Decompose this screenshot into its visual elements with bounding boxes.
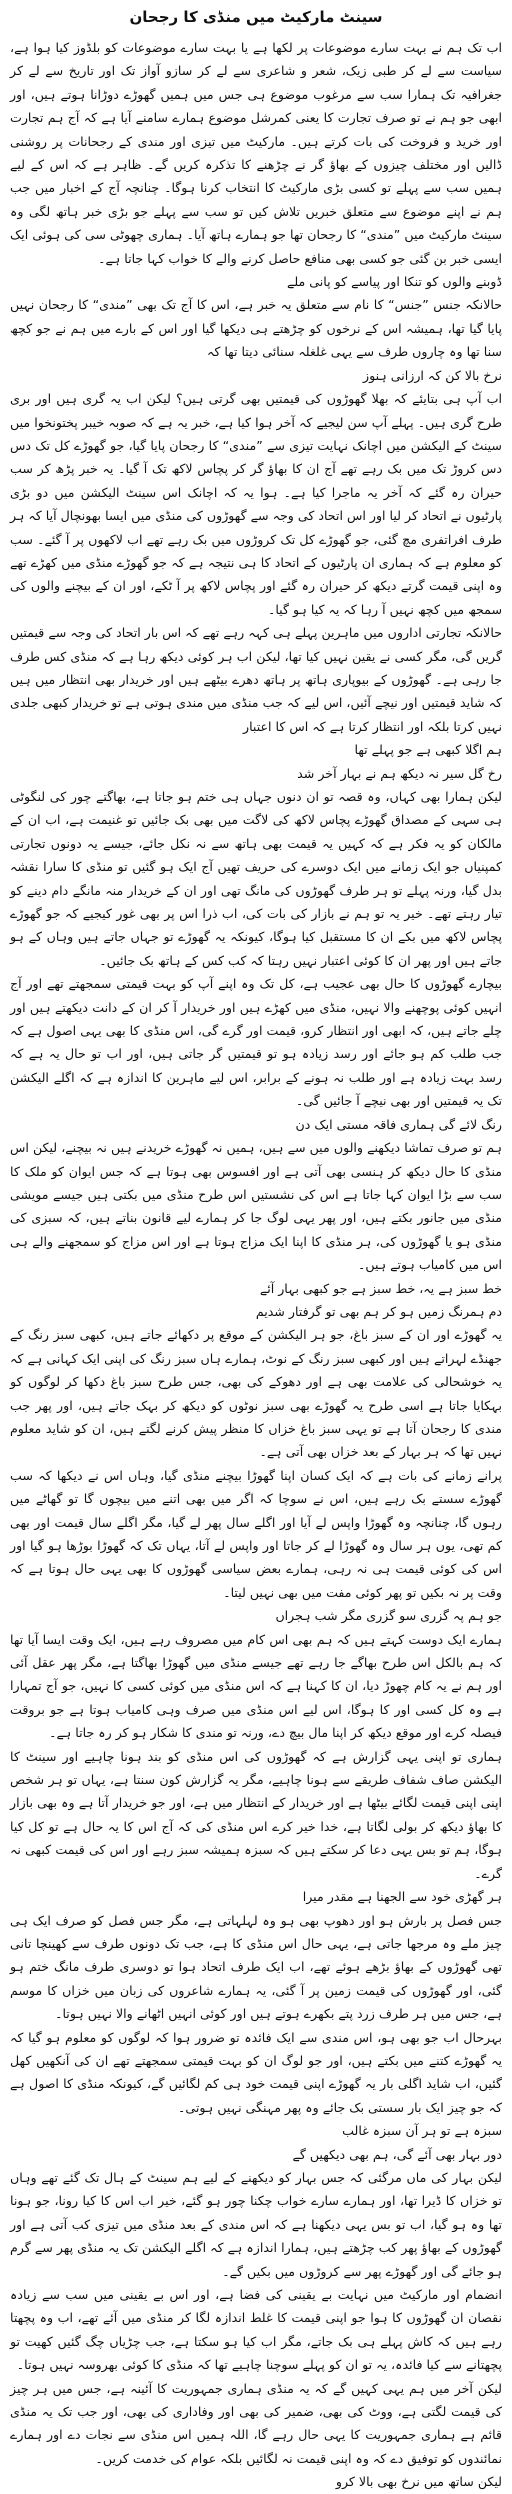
verse-line: رنگ لائے گی ہماری فاقہ مستی ایک دن	[295, 1116, 502, 1132]
verse-line: ڈوبنے والوں کو تنکا اور پیاسے کو پانی ملے	[286, 274, 502, 290]
verse-line: جو ہم پہ گزری سو گزری مگر شب ہجراں	[275, 1608, 502, 1624]
verse-line: خط سبز ہے یہ، خط سبز ہے جو کبھی بہار آئے	[259, 1280, 502, 1296]
paragraph: لیکن بہار کی ماں مرگئی کہ جس بہار کو دیکھنے کے لیے ہم سینٹ کے ہال تک گئے تھے وہاں تو خزاں کا ڈیرا تھا، اور ہمارے سارے خواب چکنا چور ہو گئے، خیر اب اس کا کیا رونا، جو ہونا تھا وہ ہو گیا، اب تو بس یہی دیکھنا ہے کہ اس مندی کے بعد منڈی میں تیزی کب آتی ہے اور گھوڑوں کے بھاؤ پھر کب چڑھتے ہیں، ہمارا اندازہ ہے کہ اگلے الیکشن تک یہ منڈی پھر سے گرم ہو جائے گی اور گھوڑے پھر سے کروڑوں میں بکیں گے۔	[10, 2169, 502, 2279]
article-title: سینٹ مارکیٹ میں منڈی کا رجحان	[129, 8, 383, 26]
paragraph: اب آپ ہی بتایئے کہ بھلا گھوڑوں کی قیمتیں بھی گرتی ہیں؟ لیکن اب یہ گری ہیں اور بری طرح گری ہیں۔ پہلے آپ سن لیجیے کہ آخر ہوا کیا ہے، خبر یہ ہے کہ صوبہ خیبر پختونخوا میں سینٹ کے الیکشن میں اچانک نہایت تیزی سے ”مندی“ کا رجحان پایا گیا، جو گھوڑے کل تک دس دس کروڑ تک میں بک رہے تھے آج ان کا بھاؤ گر کر پچاس لاکھ تک آ گیا۔ یہ خبر پڑھ کر سب حیران رہ گئے کہ آخر یہ ماجرا کیا ہے۔ ہوا یہ کہ اچانک اس سینٹ الیکشن میں دو بڑی پارٹیوں نے اتحاد کر لیا اور اس اتحاد کی وجہ سے گھوڑوں کی منڈی میں ایسا بھونچال آیا کہ ہر طرف افراتفری مچ گئی، جو گھوڑے کل تک کروڑوں میں بک رہے تھے اب لاکھوں پر آ گئے۔ سب کو معلوم ہے کہ ہماری ان پارٹیوں کے اتحاد کا ہی نتیجہ ہے کہ جو گھوڑے منڈی میں کھڑے تھے وہ اپنی قیمت گرتے دیکھ کر حیران رہ گئے اور پچاس لاکھ پر آ ٹکے، اور ان کے بیچنے والوں کی سمجھ میں کچھ نہیں آ رہا کہ یہ کیا ہو گیا۔	[10, 391, 502, 617]
article-body	[10, 36, 502, 2494]
verse-line: دور بہار بھی آئے گی، ہم بھی دیکھیں گے	[292, 2146, 502, 2162]
paragraph: پرانے زمانے کی بات ہے کہ ایک کسان اپنا گھوڑا بیچنے منڈی گیا، وہاں اس نے دیکھا کہ سب گھوڑے سستے بک رہے ہیں، اس نے سوچا کہ اگر میں بھی اتنے میں بیچوں گا تو گھاٹے میں رہوں گا، چنانچہ وہ گھوڑا واپس لے آیا اور اگلے سال پھر لے گیا، مگر اگلے سال قیمت اور بھی کم تھی، یوں ہر سال وہ گھوڑا لے کر جاتا اور واپس لے آتا، یہاں تک کہ گھوڑا بوڑھا ہو گیا اور اس کی کوئی قیمت ہی نہ رہی، ہمارے بعض سیاسی گھوڑوں کا بھی یہی حال ہوتا ہے کہ وقت پر نہ بکیں تو پھر کوئی مفت میں بھی نہیں لیتا۔	[10, 1467, 502, 1600]
paragraph: یہ گھوڑے اور ان کے سبز باغ، جو ہر الیکشن کے موقع پر دکھائے جاتے ہیں، کبھی سبز رنگ کے جھنڈے لہراتے ہیں اور کبھی سبز رنگ کے نوٹ، ہمارے ہاں سبز رنگ کی اپنی ایک کہانی ہے کہ یہ خوشحالی کی علامت بھی ہے اور دھوکے کی بھی، جس طرح سبز باغ دکھا کر لوگوں کو بہکایا جاتا ہے اسی طرح یہ گھوڑے بھی سبز نوٹوں کو دیکھ کر بہک جاتے ہیں، اور پھر جب مندی کا رجحان آتا ہے تو یہی سبز باغ خزاں کا منظر پیش کرنے لگتے ہیں، ان کو شاید معلوم نہیں تھا کہ ہر بہار کے بعد خزاں بھی آتی ہے۔	[10, 1327, 502, 1460]
paragraph: انضمام اور مارکیٹ میں نہایت بے یقینی کی فضا ہے، اور اس بے یقینی میں سب سے زیادہ نقصان ان گھوڑوں کا ہوا جو اپنی قیمت کا غلط اندازہ لگا کر منڈی میں آئے تھے، اب وہ پچھتا رہے ہیں کہ کاش پہلے ہی بک جاتے، مگر اب کیا ہو سکتا ہے، جب چڑیاں چگ گئیں کھیت تو پچھتانے سے کیا فائدہ، یہ تو ان کو پہلے سوچنا چاہیے تھا کہ منڈی کا کوئی بھروسہ نہیں ہوتا۔	[10, 2287, 502, 2373]
verse-line: ہم اگلا کبھی ہے جو پہلے تھا	[354, 742, 502, 758]
verse-line: رخ گل سیر نہ دیکھ ہم نے بہار آخر شد	[297, 765, 502, 781]
paragraph: ہم تو صرف تماشا دیکھنے والوں میں سے ہیں، ہمیں نہ گھوڑے خریدنے ہیں نہ بیچنے، لیکن اس منڈی کا حال دیکھ کر ہنسی بھی آتی ہے اور افسوس بھی ہوتا ہے کہ جس ایوان کو ملک کا سب سے بڑا ایوان کہا جاتا ہے اس کی نشستیں اس طرح منڈی میں بکتی ہیں جیسے مویشی منڈی میں جانور بکتے ہیں، اور پھر یہی لوگ جا کر ہمارے لیے قانون بناتے ہیں، کہ سبزی کی منڈی ہو یا گھوڑوں کی، ہر منڈی کا اپنا ایک مزاج ہوتا ہے اور اس مزاج کو سمجھنے والے ہی اس میں کامیاب ہوتے ہیں۔	[10, 1140, 502, 1273]
paragraph: بہرحال اب جو بھی ہو، اس مندی سے ایک فائدہ تو ضرور ہوا کہ لوگوں کو معلوم ہو گیا کہ یہ گھوڑے کتنے میں بکتے ہیں، اور جو لوگ ان کو بہت قیمتی سمجھتے تھے ان کی آنکھیں کھل گئیں، اب شاید اگلی بار یہ گھوڑے اپنی قیمت خود ہی کم لگائیں گے، کیونکہ منڈی کا اصول ہے کہ جو چیز ایک بار سستی بک جائے وہ پھر مہنگی نہیں ہوتی۔	[10, 2029, 502, 2115]
paragraph: جس فصل پر بارش ہو اور دھوپ بھی ہو وہ لہلہاتی ہے، مگر جس فصل کو صرف ایک ہی چیز ملے وہ مرجھا جاتی ہے، یہی حال اس منڈی کا ہے، جب تک دونوں طرف سے کھینچا تانی تھی گھوڑوں کے بھاؤ بڑھے ہوئے تھے، اب ایک طرف اتحاد ہوا تو دوسری طرف مانگ ختم ہو گئی، اور گھوڑوں کی قیمت زمین پر آ گئی، یہ ہمارے شاعروں کی زبان میں خزاں کا موسم ہے، جس میں ہر طرف زرد پتے بکھرے ہوتے ہیں اور کوئی انہیں اٹھانے والا نہیں ہوتا۔	[10, 1912, 502, 2022]
paragraph: حالانکہ تجارتی اداروں میں ماہرین پہلے ہی کہہ رہے تھے کہ اس بار اتحاد کی وجہ سے قیمتیں گریں گی، مگر کسی نے یقین نہیں کیا تھا، لیکن اب ہر کوئی دیکھ رہا ہے کہ منڈی کس طرف جا رہی ہے۔ گھوڑوں کے بیوپاری ہاتھ پر ہاتھ دھرے بیٹھے ہیں اور خریدار بھی انتظار میں ہیں کہ شاید قیمتیں اور نیچے آئیں، اس لیے کہ جب منڈی میں مندی ہوتی ہے تو خریدار کبھی جلدی نہیں کرتا بلکہ اور انتظار کرتا ہے کہ اس کا اعتبار	[10, 625, 502, 734]
paragraph: ہمارے ایک دوست کہتے ہیں کہ ہم بھی اس کام میں مصروف رہے ہیں، ایک وقت ایسا آیا تھا کہ ہم بالکل اس طرح بھاگے جا رہے تھے جیسے منڈی میں گھوڑا بھاگتا ہے، مگر پھر عقل آئی اور ہم نے یہ کام چھوڑ دیا، ان کا کہنا ہے کہ اس منڈی میں کوئی کسی کا نہیں، جو آج تمہارا ہے وہ کل کسی اور کا ہوگا، اس لیے اس منڈی میں صرف وہی کامیاب ہوتا ہے جو بروقت فیصلہ کرے اور موقع دیکھ کر اپنا مال بیچ دے، ورنہ تو مندی کا شکار ہو کر رہ جاتا ہے۔	[10, 1631, 502, 1741]
paragraph: بیچارے گھوڑوں کا حال بھی عجیب ہے، کل تک وہ اپنے آپ کو بہت قیمتی سمجھتے تھے اور آج انہیں کوئی پوچھنے والا نہیں، منڈی میں کھڑے ہیں اور خریدار آ کر ان کے دانت دیکھتے ہیں اور چلے جاتے ہیں، کہ ابھی اور انتظار کرو، قیمت اور گرے گی، اس منڈی کا بھی یہی اصول ہے کہ جب طلب کم ہو جائے اور رسد زیادہ ہو تو قیمتیں گر جاتی ہیں، اور اب تو حال یہ ہے کہ رسد بہت زیادہ ہے اور طلب نہ ہونے کے برابر، اس لیے ماہرین کا اندازہ ہے کہ اگلے الیکشن تک یہ قیمتیں اور بھی نیچے آ جائیں گی۔	[10, 976, 502, 1109]
paragraph: لیکن آخر میں ہم یہی کہیں گے کہ یہ منڈی ہماری جمہوریت کا آئینہ ہے، جس میں ہر چیز کی قیمت لگتی ہے، ووٹ کی بھی، ضمیر کی بھی اور وفاداری کی بھی، اور جب تک یہ منڈی قائم ہے ہماری جمہوریت کا یہی حال رہے گا، اللہ ہمیں اس منڈی سے نجات دے اور ہمارے نمائندوں کو توفیق دے کہ وہ اپنی قیمت نہ لگائیں بلکہ عوام کی خدمت کریں۔	[10, 2380, 502, 2466]
verse-line: ہر گھڑی خود سے الجھنا ہے مقدر میرا	[302, 1889, 502, 1905]
paragraph: حالانکہ جنس ”جنس“ کا نام سے متعلق یہ خبر ہے، اس کا آج تک بھی ”مندی“ کا رجحان نہیں پایا گیا تھا، ہمیشہ اس کے نرخوں کو چڑھتے ہی دیکھا گیا اور اس کے بارے میں ہم نے جو کچھ سنا تھا وہ چاروں طرف سے یہی غلغلہ سنائی دیتا تھا کہ	[10, 297, 502, 360]
verse-line: لیکن ساتھ میں نرخ بھی بالا کرو	[335, 2474, 502, 2490]
verse-line: دم ہمرنگ زمیں ہو کر ہم بھی تو گرفتار شدیم	[255, 1303, 502, 1319]
paragraph: اب تک ہم نے بہت سارے موضوعات پر لکھا ہے یا بہت سارے موضوعات کو بلڈوز کیا ہوا ہے، سیاست سے لے کر طبی زیک، شعر و شاعری سے لے کر سازو آواز تک اور تاریخ سے لے کر جغرافیہ تک ہمارا سب سے مرغوب موضوع ہی جس میں ہمیں گھوڑے دوڑانا ہوتے ہیں، اور ابھی جو ہم نے تو صرف تجارت کا یعنی کمرشل موضوع ہمارے سامنے آیا ہے کہ آج ہم تجارت اور خرید و فروخت کی بات کرتے ہیں۔ مارکیٹ میں تیزی اور مندی کے رجحانات پر روشنی ڈالیں اور مختلف چیزوں کے بھاؤ گر نے چڑھنے کا تذکرہ کریں گے۔ ظاہر ہے کہ اس کے لیے ہمیں سب سے پہلے تو کسی بڑی مارکیٹ کا انتخاب کرنا ہوگا۔ چنانچہ آج کے اخبار میں جب ہم نے اپنے موضوع سے متعلق خبریں تلاش کیں تو سب سے پہلے جو بڑی خبر ہاتھ لگی وہ سینٹ مارکیٹ میں ”مندی“ کا رجحان تھا جو ہمارے ہاتھ آیا۔ ہماری چھوٹی سی کی ہوئی ایک ایسی خبر بن گئی جو کسی بھی منافع حاصل کرنے والے کا خواب کہا جاتا ہے۔	[10, 40, 502, 266]
paragraph: لیکن ہمارا بھی کہاں، وہ قصہ تو ان دنوں جہاں ہی ختم ہو جاتا ہے، بھاگتے چور کی لنگوٹی ہی سہی کے مصداق گھوڑے پچاس لاکھ کی لاگت میں بھی بک جائیں تو غنیمت ہے، اب ان کے مالکان کو یہ فکر ہے کہ کہیں یہ قیمت بھی ہاتھ سے نہ نکل جائے، جیسے یہ دونوں تجارتی کمپنیاں جو ایک زمانے میں ایک دوسرے کی حریف تھیں آج ایک ہو گئیں تو منڈی کا سارا نقشہ بدل گیا، ورنہ پہلے تو ہر طرف گھوڑوں کی مانگ تھی اور ان کے خریدار منہ مانگے دام دینے کو تیار رہتے تھے۔ خیر یہ تو ہم نے بازار کی بات کی، اب ذرا اس پر بھی غور کیجیے کہ جو گھوڑے پچاس لاکھ میں بکے ان کا مستقبل کیا ہوگا، کیونکہ یہ گھوڑے تو جہاں جاتے ہیں وہاں کے ہو جاتے ہیں اور پھر ان کا کوئی اعتبار نہیں رہتا کہ کب کس کے ہاتھ بک جائیں۔	[10, 789, 502, 968]
verse-line: سبزہ ہے تو ہر آن سبزہ غالب	[342, 2123, 502, 2139]
paragraph: ہماری تو اپنی یہی گزارش ہے کہ گھوڑوں کی اس منڈی کو بند ہونا چاہیے اور سینٹ کا الیکشن صاف شفاف طریقے سے ہونا چاہیے، مگر یہ گزارش کون سنتا ہے، یہاں تو ہر شخص اپنی اپنی قیمت لگائے بیٹھا ہے اور خریدار کے انتظار میں ہے، اور جو خریدار آتا ہے وہ بھی بازار کا بھاؤ دیکھ کر بولی لگاتا ہے، خدا خیر کرے اس منڈی کی کہ آج اس کا یہ حال ہے تو کل کیا ہوگا، ہم تو بس یہی دعا کر سکتے ہیں کہ سبزہ ہمیشہ سبز رہے اور اس کی قیمت کبھی نہ گرے۔	[10, 1748, 502, 1881]
verse-line: نرخ بالا کن کہ ارزانی ہنوز	[362, 367, 502, 383]
